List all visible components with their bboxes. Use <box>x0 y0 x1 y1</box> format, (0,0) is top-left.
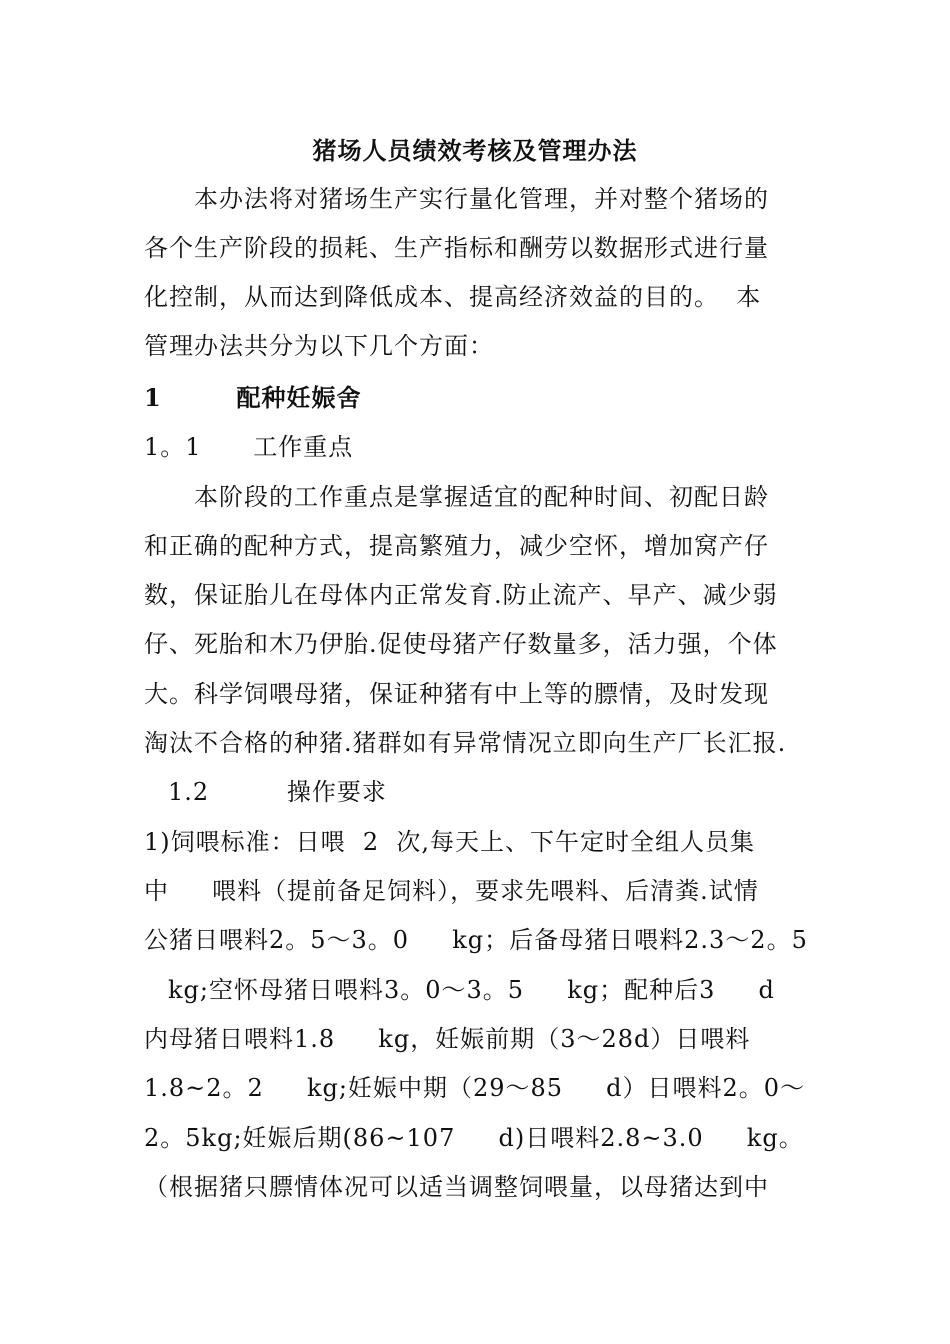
paragraph-line: 管理办法共分为以下几个方面： <box>144 332 494 360</box>
paragraph-line: （根据猪只膘情体况可以适当调整饲喂量，以母猪达到中 <box>144 1173 769 1201</box>
paragraph-line: 内母猪日喂料1.8 kg，妊娠前期（3～28d）日喂料 <box>144 1025 751 1053</box>
section-heading: 1 配种妊娠舍 <box>144 383 362 412</box>
paragraph-line: 1)饲喂标准：日喂 2 次,每天上、下午定时全组人员集 <box>144 828 756 856</box>
paragraph-line: 本办法将对猪场生产实行量化管理，并对整个猪场的 <box>194 185 769 213</box>
document-title: 猪场人员绩效考核及管理办法 <box>312 136 638 165</box>
paragraph-line: 化控制，从而达到降低成本、提高经济效益的目的。 本 <box>144 283 762 311</box>
paragraph-line: 数，保证胎儿在母体内正常发育.防止流产、早产、减少弱 <box>144 581 778 609</box>
paragraph-line: 本阶段的工作重点是掌握适宜的配种时间、初配日龄 <box>194 483 769 511</box>
paragraph-line: 1.8~2。2 kg;妊娠中期（29～85 d）日喂料2。0～ <box>144 1074 806 1102</box>
paragraph-line: 淘汰不合格的种猪.猪群如有异常情况立即向生产厂长汇报. <box>144 729 787 757</box>
paragraph-line: 2。5kg;妊娠后期(86~107 d)日喂料2.8~3.0 kg。 <box>144 1124 804 1152</box>
subsection-heading: 1.2 操作要求 <box>168 778 387 806</box>
paragraph-line: 仔、死胎和木乃伊胎.促使母猪产仔数量多，活力强，个体 <box>144 630 778 658</box>
subsection-heading: 1。1 工作重点 <box>144 433 354 461</box>
paragraph-line: 大。科学饲喂母猪，保证种猪有中上等的膘情，及时发现 <box>144 680 769 708</box>
paragraph-line: 中 喂料（提前备足饲料），要求先喂料、后清粪.试情 <box>144 877 759 905</box>
paragraph-line: 各个生产阶段的损耗、生产指标和酬劳以数据形式进行量 <box>144 234 769 262</box>
paragraph-line: 和正确的配种方式，提高繁殖力，减少空怀，增加窝产仔 <box>144 532 769 560</box>
paragraph-line: kg;空怀母猪日喂料3。0～3。5 kg；配种后3 d <box>168 976 775 1004</box>
paragraph-line: 公猪日喂料2。5～3。0 kg；后备母猪日喂料2.3～2。5 <box>144 926 808 954</box>
